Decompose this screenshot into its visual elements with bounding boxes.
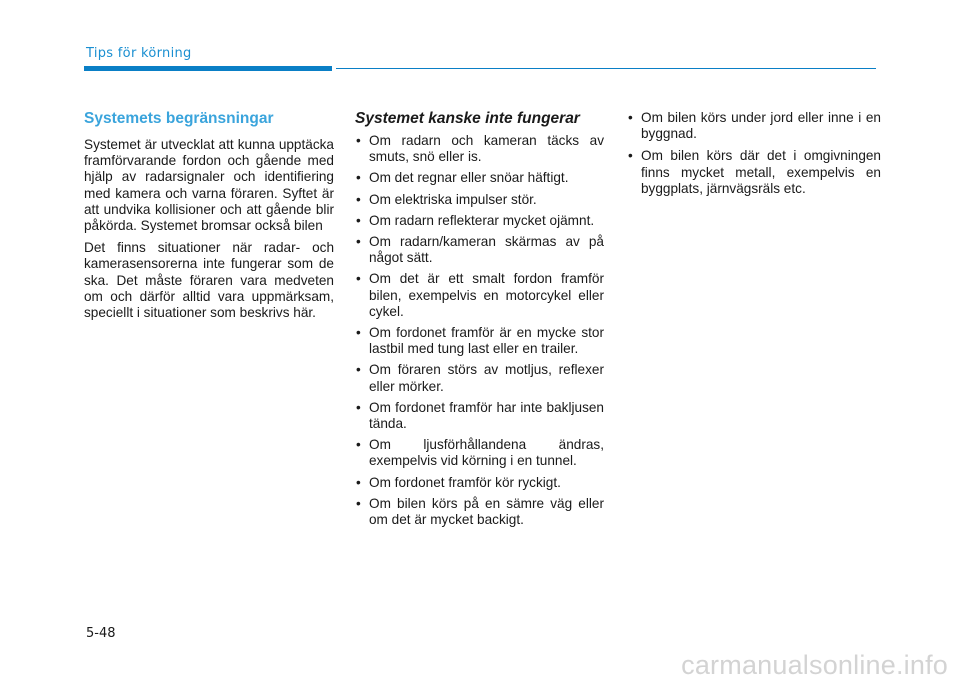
sub-heading: Systemet kanske inte fungerar — [355, 110, 580, 127]
list-item: • Om det regnar eller snöar häftigt. — [355, 170, 604, 186]
list-item: • Om fordonet framför är en mycke stor lastbil med tung last eller en trailer. — [355, 325, 604, 357]
list-item: • Om bilen körs där det i omgivningen finns mycket metall, exempelvis en byggplats, järnvägsräls etc. — [627, 148, 881, 197]
column-system-limitations — [84, 110, 334, 327]
bullet-list — [627, 110, 881, 197]
paragraph: Det finns situationer när radar- och kamerasensorerna inte fungerar som de ska. Det måste föraren vara medveten om och därför alltid vara uppmärksam, speciellt i situationer som beskrivs här. — [84, 240, 334, 321]
list-item: • Om fordonet framför kör ryckigt. — [355, 475, 604, 491]
list-item: • Om föraren störs av motljus, reflexer eller mörker. — [355, 362, 604, 394]
list-item: • Om fordonet framför har inte bakljusen tända. — [355, 400, 604, 432]
list-item: • Om bilen körs under jord eller inne i en byggnad. — [627, 110, 881, 142]
watermark: carmanualsonline.info — [681, 650, 948, 680]
header-rule-line — [336, 68, 876, 69]
bullet-list — [355, 133, 604, 528]
section-heading: Systemets begränsningar — [84, 110, 274, 127]
header-accent-bar — [84, 66, 332, 71]
page-number: 5-48 — [86, 626, 116, 641]
column-may-not-work — [355, 110, 604, 533]
list-item: • Om radarn reflekterar mycket ojämnt. — [355, 213, 604, 229]
list-item: • Om bilen körs på en sämre väg eller om det är mycket backigt. — [355, 496, 604, 528]
list-item: • Om radarn/kameran skärmas av på något sätt. — [355, 234, 604, 266]
paragraph: Systemet är utvecklat att kunna upptäcka framförvarande fordon och gående med hjälp av radarsignaler och identifiering med kamera och varna föraren. Syftet är att undvika kollisioner och att gående blir påkörda. Systemet bromsar också bilen — [84, 137, 334, 234]
list-item: • Om ljusförhållandena ändras, exempelvis vid körning i en tunnel. — [355, 437, 604, 469]
list-item: • Om det är ett smalt fordon framför bilen, exempelvis en motorcykel eller cykel. — [355, 271, 604, 320]
list-item: • Om radarn och kameran täcks av smuts, snö eller is. — [355, 133, 604, 165]
column-continued — [627, 110, 881, 203]
list-item: • Om elektriska impulser stör. — [355, 192, 604, 208]
section-header-title: Tips för körning — [86, 46, 192, 61]
